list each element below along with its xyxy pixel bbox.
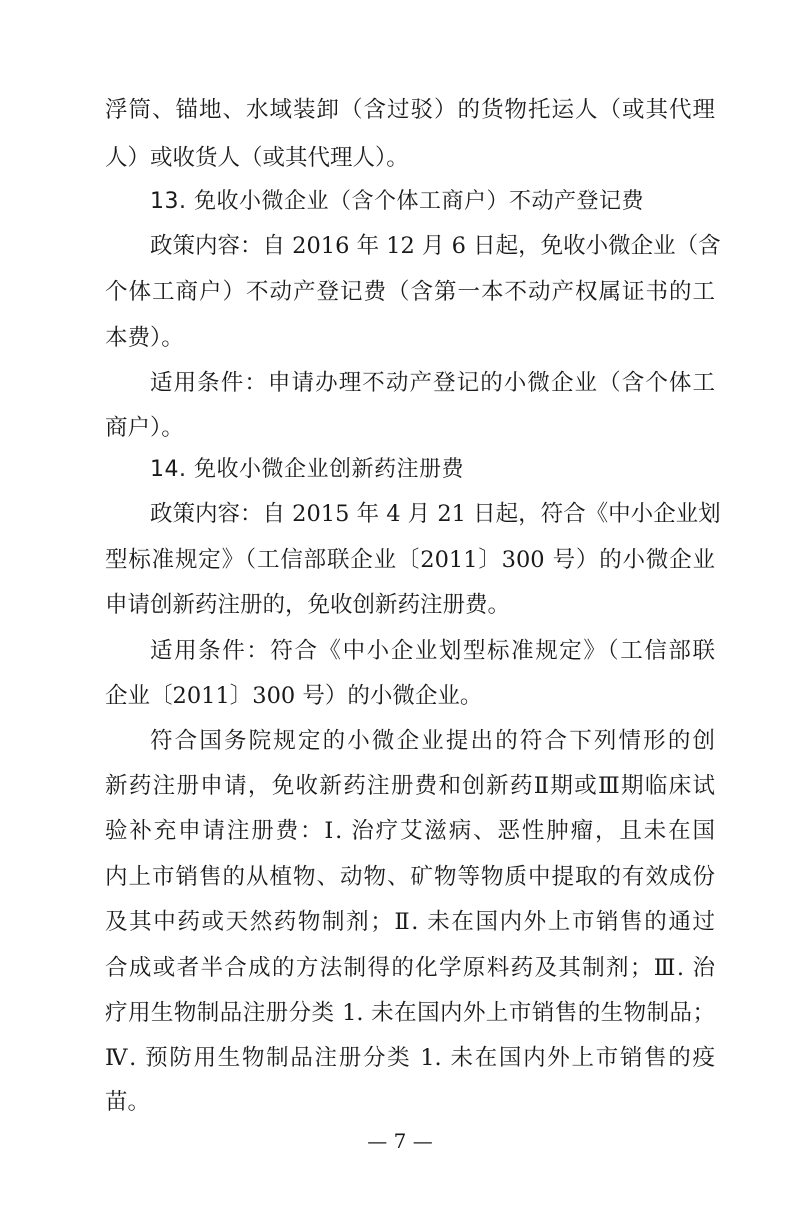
section-13-heading: 13. 免收小微企业（含个体工商户）不动产登记费 bbox=[150, 189, 644, 214]
section-14-condition-line: 适用条件：符合《中小企业划型标准规定》（工信部联 bbox=[150, 638, 715, 664]
section-14-policy-line: 型标准规定》（工信部联企业〔2011〕300 号）的小微企业 bbox=[105, 547, 715, 573]
section-14-detail-line: 验补充申请注册费：Ⅰ. 治疗艾滋病、恶性肿瘤，且未在国 bbox=[105, 818, 715, 844]
page-number: — 7 — bbox=[367, 1129, 433, 1153]
section-13-policy-line: 本费）。 bbox=[105, 325, 184, 351]
section-13-policy-line: 个体工商户）不动产登记费（含第一本不动产权属证书的工 bbox=[105, 279, 715, 305]
section-13-condition-line: 商户）。 bbox=[105, 415, 184, 441]
section-13-policy-line: 政策内容：自 2016 年 12 月 6 日起，免收小微企业（含 bbox=[150, 233, 721, 259]
section-14-policy-line: 政策内容：自 2015 年 4 月 21 日起，符合《中小企业划 bbox=[150, 501, 721, 527]
section-14-detail-line: 苗。 bbox=[105, 1089, 151, 1115]
section-14-detail-line: 及其中药或天然药物制剂；Ⅱ. 未在国内外上市销售的通过 bbox=[105, 909, 715, 935]
section-14-condition-line: 企业〔2011〕300 号）的小微企业。 bbox=[105, 683, 483, 709]
section-13-condition-line: 适用条件：申请办理不动产登记的小微企业（含个体工 bbox=[150, 370, 715, 396]
section-14-policy-line: 申请创新药注册的，免收创新药注册费。 bbox=[105, 592, 511, 618]
section-14-heading: 14. 免收小微企业创新药注册费 bbox=[150, 457, 464, 482]
section-14-detail-line: 疗用生物制品注册分类 1. 未在国内外上市销售的生物制品； bbox=[105, 1000, 715, 1026]
section-14-detail-line: 合成或者半合成的方法制得的化学原料药及其制剂；Ⅲ. 治 bbox=[105, 955, 715, 981]
section-14-detail-line: 符合国务院规定的小微企业提出的符合下列情形的创 bbox=[150, 728, 715, 754]
body-text-line: 浮筒、锚地、水域装卸（含过驳）的货物托运人（或其代理 bbox=[105, 97, 715, 123]
section-14-detail-line: 内上市销售的从植物、动物、矿物等物质中提取的有效成份 bbox=[105, 864, 715, 890]
body-text-line: 人）或收货人（或其代理人）。 bbox=[105, 145, 409, 171]
section-14-detail-line: Ⅳ. 预防用生物制品注册分类 1. 未在国内外上市销售的疫 bbox=[105, 1045, 715, 1071]
section-14-detail-line: 新药注册申请，免收新药注册费和创新药Ⅱ期或Ⅲ期临床试 bbox=[105, 773, 715, 799]
